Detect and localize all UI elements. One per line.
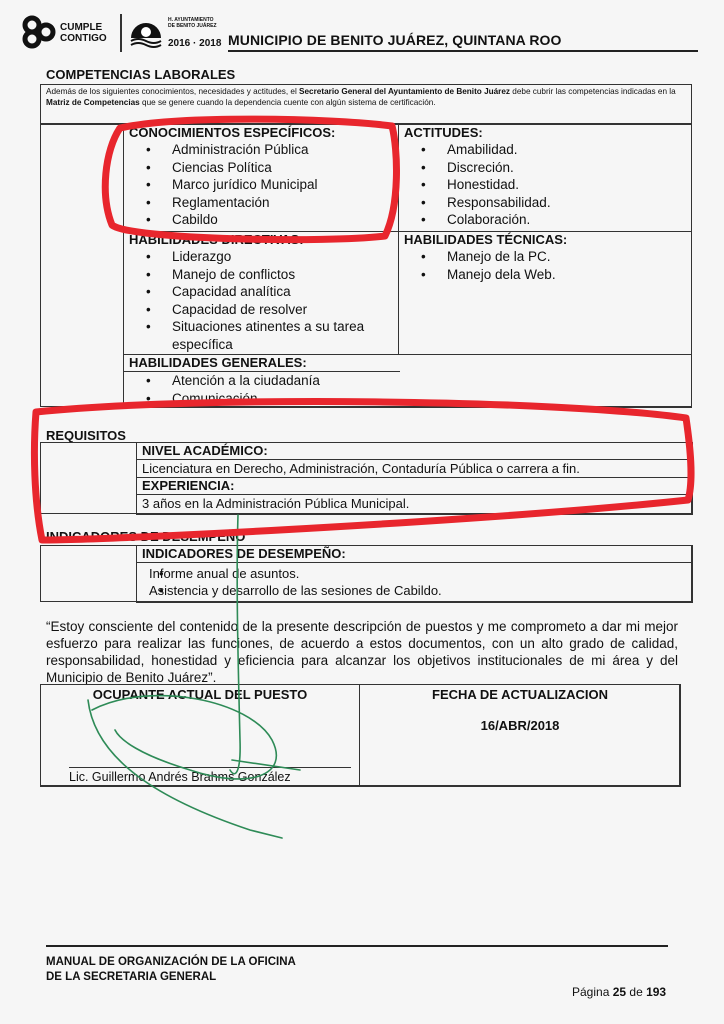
- compromiso-quote: “Estoy consciente del contenido de la presente descripción de puestos y me comprometo a dar mi mejor esfuerzo para realizar las funciones, de acuerdo a estos documentos, con un alto grado de calidad, responsabilidad, honestidad y eficiencia para alcanzar los objetivos institucionales de mi área y del Municipio de Benito Juárez”.: [46, 619, 678, 685]
- footer-line-1: MANUAL DE ORGANIZACIÓN DE LA OFICINA: [46, 956, 296, 968]
- list-item: • Manejo de conflictos: [124, 266, 398, 284]
- competencias-title: COMPETENCIAS LABORALES: [46, 67, 236, 82]
- actitudes-title: ACTITUDES:: [404, 125, 483, 140]
- list-item: • Colaboración.: [399, 211, 691, 229]
- list-item: • Capacidad analítica: [124, 283, 398, 301]
- requisitos-title: REQUISITOS: [46, 428, 126, 443]
- page-total: 193: [646, 985, 667, 999]
- experiencia-title: EXPERIENCIA:: [137, 478, 692, 495]
- red-annotation-conocimientos: [105, 119, 396, 239]
- intro-text-1: Además de los siguientes conocimientos, necesidades y actitudes, el: [46, 87, 300, 96]
- conocimientos-title: CONOCIMIENTOS ESPECÍFICOS:: [129, 125, 336, 140]
- list-item: • Manejo de la PC.: [399, 248, 691, 266]
- page-mid: de: [626, 985, 647, 999]
- nivel-text: Licenciatura en Derecho, Administración, Contaduría Pública o carrera a fin.: [137, 460, 692, 478]
- fecha-label: FECHA DE ACTUALIZACION: [432, 687, 608, 702]
- list-item: • Asistencia y desarrollo de las sesiones de Cabildo.: [137, 582, 692, 599]
- nivel-title: NIVEL ACADÉMICO:: [137, 443, 692, 460]
- intro-bold-1: Secretario General del Ayuntamiento de Benito Juárez: [299, 87, 511, 96]
- logo1-line1: CUMPLE: [60, 22, 103, 33]
- list-item: • Honestidad.: [399, 176, 691, 194]
- list-item: • Atención a la ciudadanía: [124, 372, 691, 390]
- list-item: • Comunicación: [124, 390, 691, 408]
- indicadores-section-title: INDICADORES DE DESEMPEÑO: [46, 529, 246, 544]
- list-item: • Ciencias Política: [124, 159, 398, 177]
- logo2-years: 2016 · 2018: [168, 38, 222, 49]
- list-item: • Amabilidad.: [399, 141, 691, 159]
- red-annotation-requisitos: [34, 402, 691, 540]
- intro-text-2: debe cubrir las competencias indicadas en la: [510, 87, 676, 96]
- list-item: • Situaciones atinentes a su tarea específica: [124, 318, 398, 353]
- list-item: • Liderazgo: [124, 248, 398, 266]
- ocupante-label: OCUPANTE ACTUAL DEL PUESTO: [92, 687, 308, 702]
- list-item: • Marco jurídico Municipal: [124, 176, 398, 194]
- handwritten-signature: [88, 515, 300, 838]
- intro-bold-2: Matriz de Competencias: [46, 98, 140, 107]
- logo2-small-1: H. AYUNTAMIENTO: [168, 17, 214, 23]
- intro-text-3: que se genere cuando la dependencia cuente con algún sistema de certificación.: [139, 98, 436, 107]
- page-title: MUNICIPIO DE BENITO JUÁREZ, QUINTANA ROO: [228, 32, 562, 48]
- list-item: • Manejo dela Web.: [399, 266, 691, 284]
- ocupante-nombre: Lic. Guillermo Andrés Brahms González: [69, 770, 291, 784]
- list-item: • Responsabilidad.: [399, 194, 691, 212]
- page-prefix: Página: [572, 985, 613, 999]
- list-item: • Administración Pública: [124, 141, 398, 159]
- tecnicas-title: HABILIDADES TÉCNICAS:: [404, 232, 568, 247]
- footer-line-2: DE LA SECRETARIA GENERAL: [46, 971, 217, 983]
- list-item: • Cabildo: [124, 211, 398, 229]
- indicadores-title: INDICADORES DE DESEMPEÑO:: [137, 546, 692, 563]
- page-current: 25: [612, 985, 627, 999]
- logo1-line2: CONTIGO: [60, 33, 107, 44]
- list-item: • Discreción.: [399, 159, 691, 177]
- list-item: • Capacidad de resolver: [124, 301, 398, 319]
- logo2-small-2: DE BENITO JUÁREZ: [168, 23, 217, 29]
- fecha-value: 16/ABR/2018: [480, 718, 560, 733]
- directivas-title: HABILIDADES DIRECTIVAS:: [129, 232, 304, 247]
- list-item: • Reglamentación: [124, 194, 398, 212]
- generales-title: HABILIDADES GENERALES:: [124, 355, 400, 372]
- experiencia-text: 3 años en la Administración Pública Municipal.: [142, 496, 410, 511]
- list-item: • Informe anual de asuntos.: [137, 565, 692, 582]
